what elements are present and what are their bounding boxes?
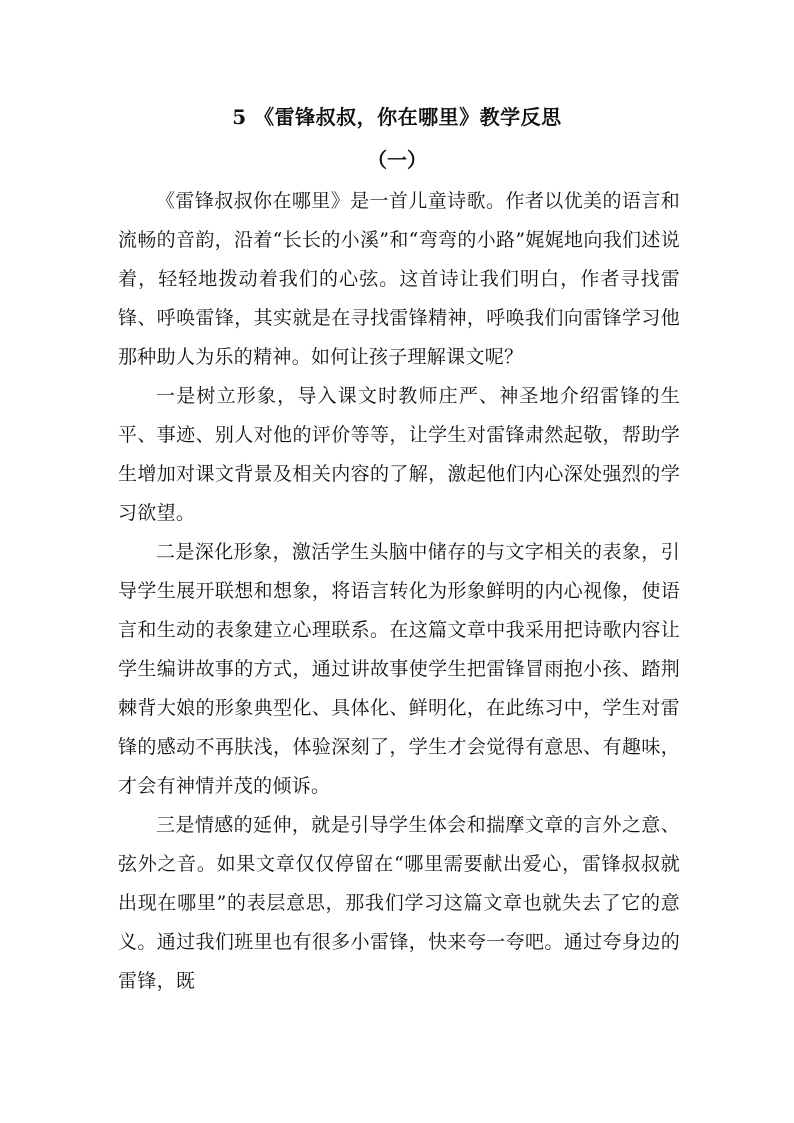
document-title: 5 《雷锋叔叔，你在哪里》教学反思 — [232, 105, 562, 129]
paragraph-intro: 《雷锋叔叔你在哪里》是一首儿童诗歌。作者以优美的语言和流畅的音韵，沿着“长长的小溪”和“弯弯的小路”娓娓地向我们述说着，轻轻地拨动着我们的心弦。这首诗让我们明白，作者寻找雷锋、呼唤雷锋，其实就是在寻找雷锋精神，呼唤我们向雷锋学习他那种助人为乐的精神。如何让孩子理解课文呢？ — [118, 190, 680, 368]
section-subtitle: （一） — [367, 148, 427, 172]
document-body — [118, 182, 680, 1001]
paragraph-point-two: 二是深化形象，激活学生头脑中储存的与文字相关的表象，引导学生展开联想和想象，将语言转化为形象鲜明的内心视像，使语言和生动的表象建立心理联系。在这篇文章中我采用把诗歌内容让学生编讲故事的方式，通过讲故事使学生把雷锋冒雨抱小孩、踏荆棘背大娘的形象典型化、具体化、鲜明化，在此练习中，学生对雷锋的感动不再肤浅，体验深刻了，学生才会觉得有意思、有趣味，才会有神情并茂的倾诉。 — [118, 541, 680, 797]
paragraph-point-three: 三是情感的延伸，就是引导学生体会和揣摩文章的言外之意、弦外之音。如果文章仅仅停留在“哪里需要献出爱心，雷锋叔叔就出现在哪里”的表层意思，那我们学习这篇文章也就失去了它的意义。通过我们班里也有很多小雷锋，快来夸一夸吧。通过夸身边的雷锋，既 — [118, 814, 680, 992]
paragraph-point-one: 一是树立形象，导入课文时教师庄严、神圣地介绍雷锋的生平、事迹、别人对他的评价等等，让学生对雷锋肃然起敬，帮助学生增加对课文背景及相关内容的了解，激起他们内心深处强烈的学习欲望。 — [118, 385, 680, 524]
